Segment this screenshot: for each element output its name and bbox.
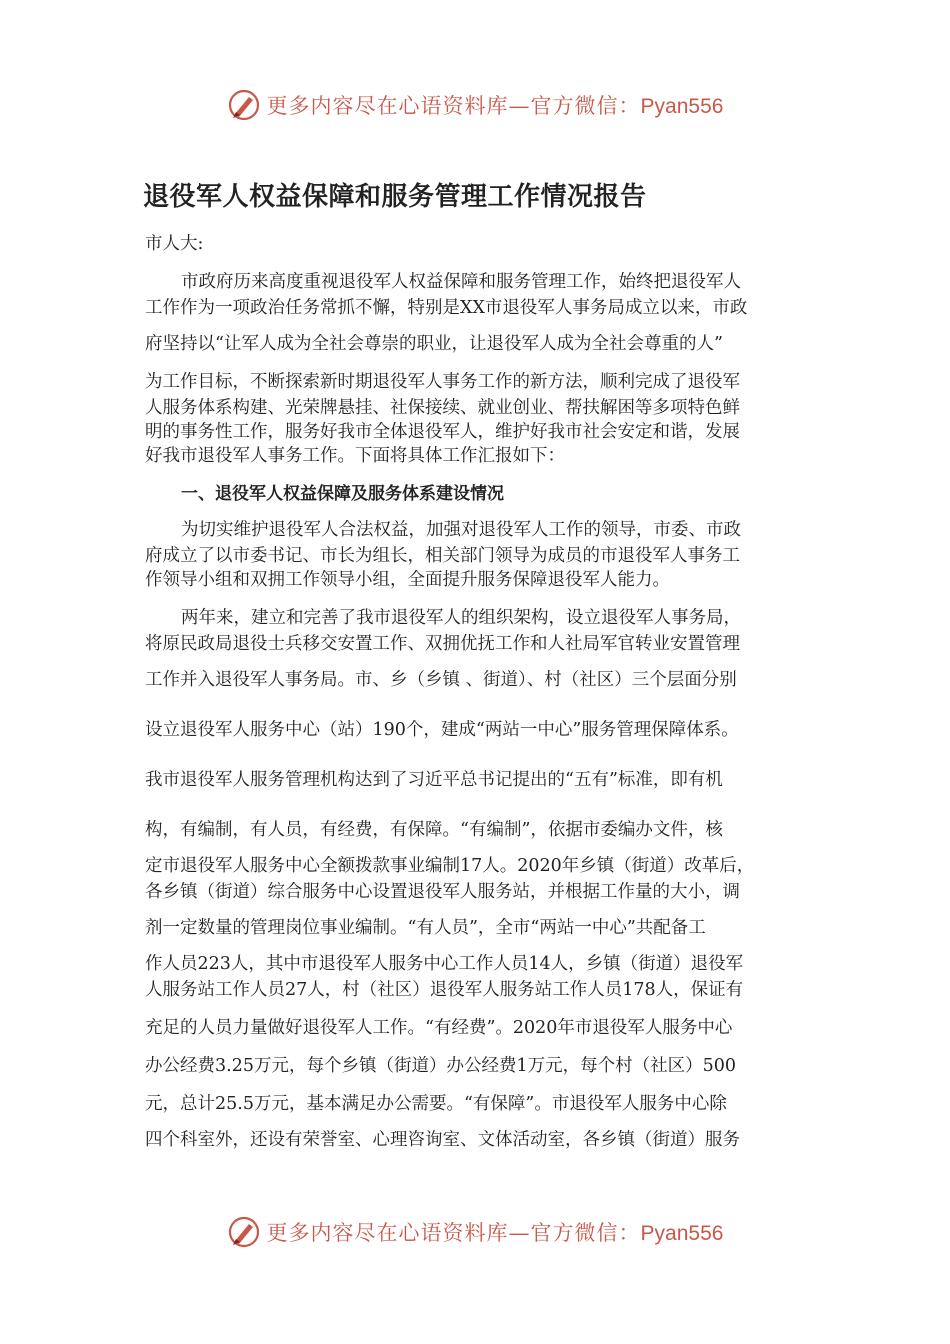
pen-logo-icon [227,1215,261,1249]
body-text-line: 明的事务性工作，服务好我市全体退役军人，维护好我市社会安定和谐，发展 [145,422,740,442]
body-text-line: 构，有编制，有人员，有经费，有保障。“有编制”，依据市委编办文件，核 [145,820,723,840]
body-text-line: 我市退役军人服务管理机构达到了习近平总书记提出的“五有”标准，即有机 [145,770,723,790]
body-text-line: 工作并入退役军人事务局。市、乡（乡镇 、街道）、村（社区）三个层面分别 [145,670,737,690]
body-text-line: 府成立了以市委书记、市长为组长，相关部门领导为成员的市退役军人事务工 [145,546,740,566]
body-text-line: 工作作为一项政治任务常抓不懈，特别是XX市退役军人事务局成立以来，市政 [145,298,748,318]
body-text-line: 为切实维护退役军人合法权益，加强对退役军人工作的领导，市委、市政 [181,520,741,540]
body-text-line: 作领导小组和双拥工作领导小组，全面提升服务保障退役军人能力。 [145,570,670,590]
pen-logo-icon [227,88,261,122]
body-text-line: 元，总计25.5万元，基本满足办公需要。“有保障”。市退役军人服务中心除 [145,1094,727,1114]
body-text-line: 府坚持以“让军人成为全社会尊崇的职业，让退役军人成为全社会尊重的人” [145,334,723,354]
body-text-line: 设立退役军人服务中心（站）190个，建成“两站一中心”服务管理保障体系。 [145,720,739,740]
body-text-line: 各乡镇（街道）综合服务中心设置退役军人服务站，并根据工作量的大小，调 [145,882,740,902]
watermark-wechat-id: Pyan556 [640,1222,724,1245]
body-text-line: 定市退役军人服务中心全额拨款事业编制17人。2020年乡镇（街道）改革后， [145,856,755,876]
watermark-text: 更多内容尽在心语资料库—官方微信：Pyan556 [266,1221,724,1245]
body-text-line: 人服务体系构建、光荣牌悬挂、社保接续、就业创业、帮扶解困等多项特色鲜 [145,398,740,418]
section-heading: 一、退役军人权益保障及服务体系建设情况 [181,484,504,504]
body-text-line: 人服务站工作人员27人，村（社区）退役军人服务站工作人员178人，保证有 [145,980,744,1000]
body-text-line: 四个科室外，还设有荣誉室、心理咨询室、文体活动室，各乡镇（街道）服务 [145,1130,740,1150]
document-title: 退役军人权益保障和服务管理工作情况报告 [143,182,647,212]
body-text-line: 将原民政局退役士兵移交安置工作、双拥优抚工作和人社局军官转业安置管理 [145,634,740,654]
watermark-wechat-id: Pyan556 [640,95,724,118]
watermark-text: 更多内容尽在心语资料库—官方微信：Pyan556 [266,94,724,118]
body-text-line: 好我市退役军人事务工作。下面将具体工作汇报如下： [145,446,565,466]
body-text-line: 剂一定数量的管理岗位事业编制。“有人员”，全市“两站一中心”共配备工 [145,918,706,938]
body-text-line: 为工作目标，不断探索新时期退役军人事务工作的新方法，顺利完成了退役军 [145,372,740,392]
body-text-line: 作人员223人，其中市退役军人服务中心工作人员14人，乡镇（街道）退役军 [145,954,744,974]
watermark-banner-bottom [0,1212,950,1252]
body-text-line: 充足的人员力量做好退役军人工作。“有经费”。2020年市退役军人服务中心 [145,1018,733,1038]
body-text-line: 市政府历来高度重视退役军人权益保障和服务管理工作，始终把退役军人 [181,272,741,292]
body-text-line: 两年来，建立和完善了我市退役军人的组织架构，设立退役军人事务局， [181,608,741,628]
watermark-banner-top [0,85,950,125]
body-text-line: 办公经费3.25万元，每个乡镇（街道）办公经费1万元，每个村（社区）500 [145,1056,736,1076]
body-text-line: 市人大: [145,234,204,254]
